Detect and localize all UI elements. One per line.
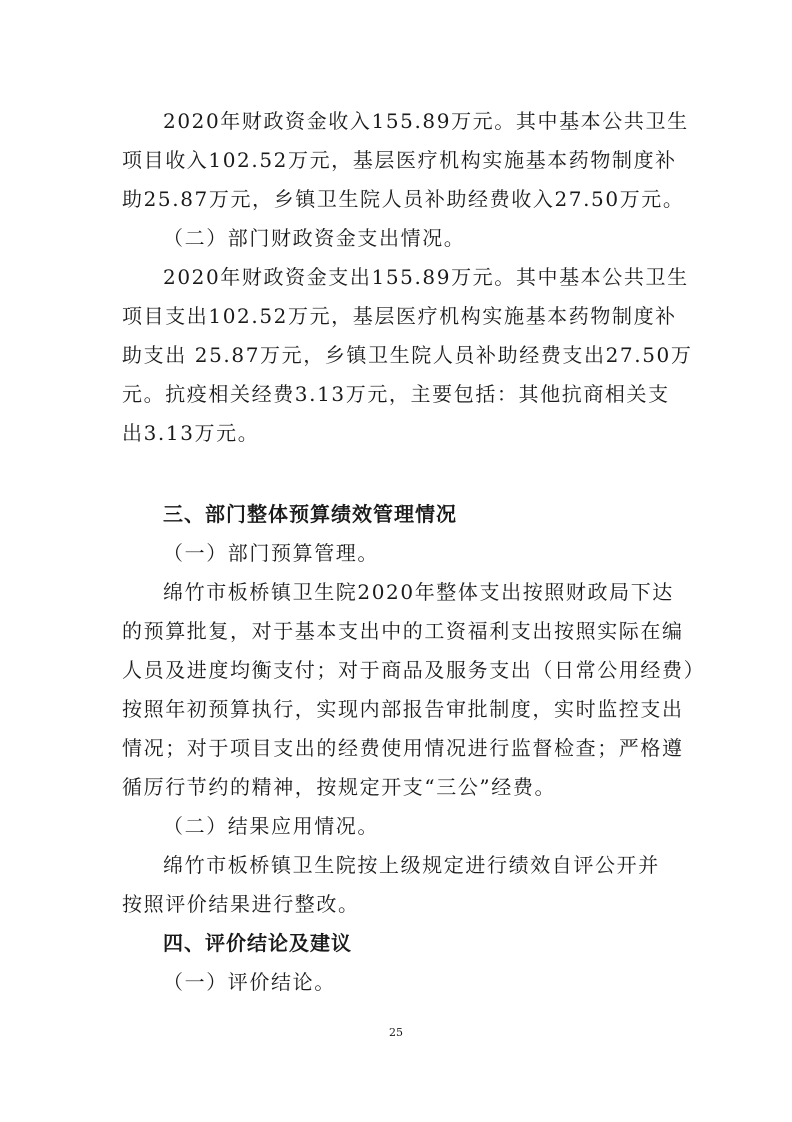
subheading: （二）部门财政资金支出情况。 bbox=[163, 226, 466, 250]
subheading: （一）部门预算管理。 bbox=[163, 541, 379, 565]
paragraph-line: 元。抗疫相关经费3.13万元，主要包括：其他抗商相关支 bbox=[122, 382, 670, 406]
paragraph-line: 绵竹市板桥镇卫生院按上级规定进行绩效自评公开并 bbox=[163, 853, 660, 877]
paragraph-line: 出3.13万元。 bbox=[122, 421, 260, 445]
subheading: （一）评价结论。 bbox=[163, 970, 336, 994]
page-number: 25 bbox=[389, 1026, 403, 1039]
paragraph-line: 按照年初预算执行，实现内部报告审批制度，实时监控支出 bbox=[122, 697, 684, 721]
paragraph-line: 项目支出102.52万元，基层医疗机构实施基本药物制度补 bbox=[122, 304, 677, 328]
paragraph-line: 循厉行节约的精神，按规定开支“三公”经费。 bbox=[122, 775, 557, 799]
paragraph-line: 绵竹市板桥镇卫生院2020年整体支出按照财政局下达 bbox=[163, 580, 674, 604]
section-heading: 三、部门整体预算绩效管理情况 bbox=[163, 502, 457, 526]
subheading: （二）结果应用情况。 bbox=[163, 814, 379, 838]
paragraph-line: 助支出 25.87万元，乡镇卫生院人员补助经费支出27.50万 bbox=[122, 343, 693, 367]
paragraph-line: 2020年财政资金收入155.89万元。其中基本公共卫生 bbox=[163, 109, 689, 133]
paragraph-line: 项目收入102.52万元，基层医疗机构实施基本药物制度补 bbox=[122, 148, 677, 172]
paragraph-line: 人员及进度均衡支付；对于商品及服务支出（日常公用经费） bbox=[122, 658, 706, 682]
paragraph-line: 2020年财政资金支出155.89万元。其中基本公共卫生 bbox=[163, 265, 689, 289]
paragraph-line: 情况；对于项目支出的经费使用情况进行监督检查；严格遵 bbox=[122, 736, 684, 760]
paragraph-line: 的预算批复，对于基本支出中的工资福利支出按照实际在编 bbox=[122, 619, 684, 643]
paragraph-line: 助25.87万元，乡镇卫生院人员补助经费收入27.50万元。 bbox=[122, 187, 685, 211]
section-heading: 四、评价结论及建议 bbox=[163, 931, 352, 955]
paragraph-line: 按照评价结果进行整改。 bbox=[122, 892, 360, 916]
